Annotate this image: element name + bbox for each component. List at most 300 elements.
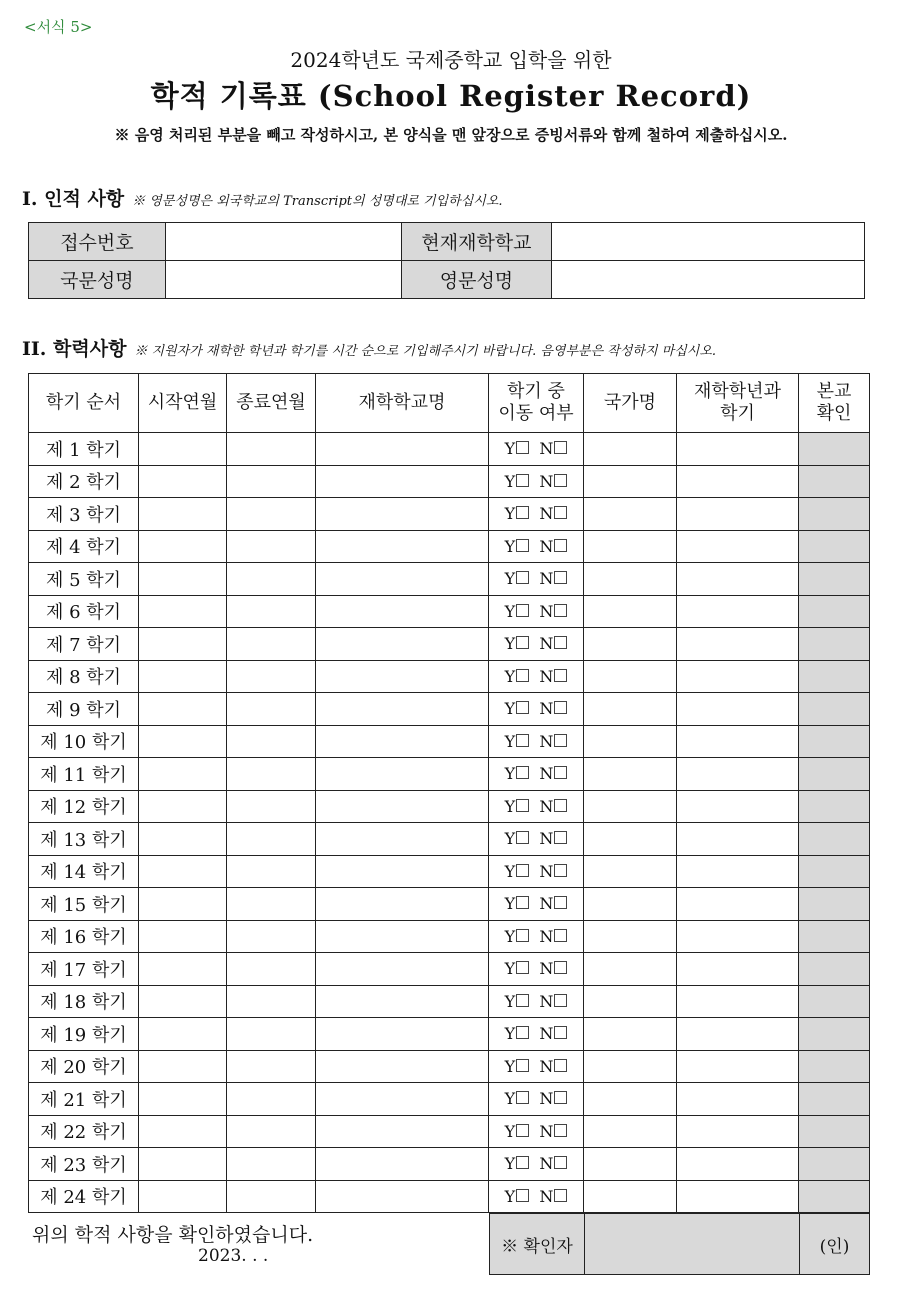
school-name-field[interactable]	[316, 628, 489, 661]
no-option[interactable]	[539, 472, 567, 491]
country-field[interactable]	[584, 660, 677, 693]
start-date-field[interactable]	[139, 790, 227, 823]
no-option[interactable]	[539, 992, 567, 1011]
no-option[interactable]	[539, 894, 567, 913]
school-confirm-cell	[799, 790, 870, 823]
country-field[interactable]	[584, 628, 677, 661]
country-field[interactable]	[584, 1180, 677, 1213]
yes-checkbox[interactable]	[516, 636, 529, 649]
start-date-field[interactable]	[139, 530, 227, 563]
receipt-no-field[interactable]	[165, 223, 401, 261]
school-name-field[interactable]	[316, 855, 489, 888]
school-confirm-cell	[799, 985, 870, 1018]
school-name-field[interactable]	[316, 1180, 489, 1213]
country-field[interactable]	[584, 725, 677, 758]
end-date-field[interactable]	[227, 790, 316, 823]
english-name-field[interactable]	[552, 261, 865, 299]
start-date-field[interactable]	[139, 628, 227, 661]
school-name-field[interactable]	[316, 1148, 489, 1181]
no-option[interactable]	[539, 602, 567, 621]
no-checkbox[interactable]	[554, 701, 567, 714]
school-confirm-cell	[799, 1050, 870, 1083]
grade-semester-field[interactable]	[677, 888, 799, 921]
current-school-label: 현재재학학교	[401, 223, 552, 261]
school-name-field[interactable]	[316, 693, 489, 726]
form-number: <서식 5>	[24, 18, 93, 36]
transfer-yn-cell	[489, 433, 584, 466]
country-field[interactable]	[584, 888, 677, 921]
yes-option[interactable]	[505, 992, 530, 1011]
country-field[interactable]	[584, 855, 677, 888]
end-date-field[interactable]	[227, 595, 316, 628]
school-name-field[interactable]	[316, 888, 489, 921]
no-option[interactable]	[539, 634, 567, 653]
grade-semester-field[interactable]	[677, 433, 799, 466]
start-date-field[interactable]	[139, 758, 227, 791]
end-date-field[interactable]	[227, 465, 316, 498]
start-date-field[interactable]	[139, 888, 227, 921]
end-date-field[interactable]	[227, 1050, 316, 1083]
yes-option[interactable]	[505, 1154, 530, 1173]
no-checkbox[interactable]	[554, 539, 567, 552]
grade-semester-field[interactable]	[677, 628, 799, 661]
no-option[interactable]	[539, 959, 567, 978]
school-confirm-cell	[799, 660, 870, 693]
yes-label: Y	[504, 634, 516, 654]
start-date-field[interactable]	[139, 985, 227, 1018]
end-date-field[interactable]	[227, 1018, 316, 1051]
grade-semester-field[interactable]	[677, 953, 799, 986]
no-option[interactable]	[539, 504, 567, 523]
yes-checkbox[interactable]	[516, 1189, 529, 1202]
no-option[interactable]	[539, 1024, 567, 1043]
yes-checkbox[interactable]	[516, 1124, 529, 1137]
yes-option[interactable]	[505, 894, 530, 913]
grade-semester-field[interactable]	[677, 660, 799, 693]
grade-semester-field[interactable]	[677, 725, 799, 758]
start-date-field[interactable]	[139, 1083, 227, 1116]
no-option[interactable]	[539, 537, 567, 556]
yes-option[interactable]	[505, 829, 530, 848]
yes-option[interactable]	[505, 927, 530, 946]
no-label: N	[539, 1089, 554, 1109]
transfer-yn-cell	[489, 953, 584, 986]
school-confirm-cell	[799, 953, 870, 986]
yes-checkbox[interactable]	[516, 734, 529, 747]
column-header: 종료연월	[227, 374, 316, 433]
school-name-field[interactable]	[316, 758, 489, 791]
yes-checkbox[interactable]	[516, 994, 529, 1007]
yes-option[interactable]	[505, 1057, 530, 1076]
start-date-field[interactable]	[139, 433, 227, 466]
yes-checkbox[interactable]	[516, 1156, 529, 1169]
country-field[interactable]	[584, 465, 677, 498]
start-date-field[interactable]	[139, 693, 227, 726]
start-date-field[interactable]	[139, 1050, 227, 1083]
end-date-field[interactable]	[227, 1115, 316, 1148]
no-label: N	[539, 991, 554, 1011]
country-field[interactable]	[584, 433, 677, 466]
yes-checkbox[interactable]	[516, 506, 529, 519]
end-date-field[interactable]	[227, 1180, 316, 1213]
end-date-field[interactable]	[227, 888, 316, 921]
no-checkbox[interactable]	[554, 799, 567, 812]
semester-label: 제 6 학기	[29, 595, 139, 628]
personal-info-table	[28, 222, 865, 299]
start-date-field[interactable]	[139, 1180, 227, 1213]
yes-label: Y	[504, 1121, 516, 1141]
transfer-yn-cell	[489, 465, 584, 498]
yes-checkbox[interactable]	[516, 929, 529, 942]
grade-semester-field[interactable]	[677, 1018, 799, 1051]
grade-semester-field[interactable]	[677, 530, 799, 563]
country-field[interactable]	[584, 530, 677, 563]
semester-label: 제 24 학기	[29, 1180, 139, 1213]
semester-label: 제 5 학기	[29, 563, 139, 596]
yes-option[interactable]	[505, 1187, 530, 1206]
no-checkbox[interactable]	[554, 604, 567, 617]
end-date-field[interactable]	[227, 628, 316, 661]
end-date-field[interactable]	[227, 823, 316, 856]
yes-option[interactable]	[505, 1122, 530, 1141]
country-field[interactable]	[584, 1018, 677, 1051]
grade-semester-field[interactable]	[677, 563, 799, 596]
country-field[interactable]	[584, 953, 677, 986]
grade-semester-field[interactable]	[677, 498, 799, 531]
start-date-field[interactable]	[139, 725, 227, 758]
school-confirm-cell	[799, 1115, 870, 1148]
school-name-field[interactable]	[316, 1018, 489, 1051]
no-label: N	[539, 1186, 554, 1206]
no-checkbox[interactable]	[554, 1156, 567, 1169]
table-row	[29, 855, 870, 888]
start-date-field[interactable]	[139, 855, 227, 888]
yes-option[interactable]	[505, 1024, 530, 1043]
grade-semester-field[interactable]	[677, 758, 799, 791]
end-date-field[interactable]	[227, 758, 316, 791]
country-field[interactable]	[584, 758, 677, 791]
semester-label: 제 19 학기	[29, 1018, 139, 1051]
semester-label: 제 20 학기	[29, 1050, 139, 1083]
country-field[interactable]	[584, 1083, 677, 1116]
yes-checkbox[interactable]	[516, 896, 529, 909]
country-field[interactable]	[584, 1050, 677, 1083]
yes-option[interactable]	[505, 862, 530, 881]
yes-option[interactable]	[505, 699, 530, 718]
no-option[interactable]	[539, 764, 567, 783]
no-option[interactable]	[539, 439, 567, 458]
end-date-field[interactable]	[227, 1148, 316, 1181]
school-name-field[interactable]	[316, 1083, 489, 1116]
end-date-field[interactable]	[227, 660, 316, 693]
yes-option[interactable]	[505, 1089, 530, 1108]
yes-option[interactable]	[505, 504, 530, 523]
section2-title: II. 학력사항	[22, 338, 127, 360]
grade-semester-field[interactable]	[677, 1148, 799, 1181]
end-date-field[interactable]	[227, 920, 316, 953]
start-date-field[interactable]	[139, 1018, 227, 1051]
grade-semester-field[interactable]	[677, 1115, 799, 1148]
country-field[interactable]	[584, 693, 677, 726]
semester-label: 제 13 학기	[29, 823, 139, 856]
school-name-field[interactable]	[316, 790, 489, 823]
table-row	[29, 530, 870, 563]
table-row	[29, 725, 870, 758]
no-checkbox[interactable]	[554, 506, 567, 519]
semester-label: 제 7 학기	[29, 628, 139, 661]
school-name-field[interactable]	[316, 920, 489, 953]
confirmer-field	[585, 1214, 800, 1275]
transfer-yn-cell	[489, 1018, 584, 1051]
yes-checkbox[interactable]	[516, 571, 529, 584]
no-label: N	[539, 1024, 554, 1044]
table-row	[29, 1050, 870, 1083]
start-date-field[interactable]	[139, 465, 227, 498]
yes-option[interactable]	[505, 797, 530, 816]
school-name-field[interactable]	[316, 1115, 489, 1148]
no-label: N	[539, 504, 554, 524]
yes-option[interactable]	[505, 667, 530, 686]
semester-label: 제 17 학기	[29, 953, 139, 986]
table-row	[29, 693, 870, 726]
school-name-field[interactable]	[316, 530, 489, 563]
school-name-field[interactable]	[316, 498, 489, 531]
table-row	[29, 563, 870, 596]
school-name-field[interactable]	[316, 595, 489, 628]
start-date-field[interactable]	[139, 1148, 227, 1181]
school-confirm-cell	[799, 530, 870, 563]
yes-checkbox[interactable]	[516, 831, 529, 844]
school-name-field[interactable]	[316, 725, 489, 758]
transfer-yn-cell	[489, 985, 584, 1018]
school-name-field[interactable]	[316, 660, 489, 693]
no-checkbox[interactable]	[554, 669, 567, 682]
transfer-yn-cell	[489, 888, 584, 921]
start-date-field[interactable]	[139, 498, 227, 531]
yes-checkbox[interactable]	[516, 474, 529, 487]
semester-label: 제 18 학기	[29, 985, 139, 1018]
yes-option[interactable]	[505, 634, 530, 653]
country-field[interactable]	[584, 823, 677, 856]
section1-heading	[22, 184, 503, 211]
end-date-field[interactable]	[227, 985, 316, 1018]
no-checkbox[interactable]	[554, 994, 567, 1007]
end-date-field[interactable]	[227, 693, 316, 726]
country-field[interactable]	[584, 498, 677, 531]
yes-option[interactable]	[505, 537, 530, 556]
column-header: 재학학년과 학기	[677, 374, 799, 433]
yes-option[interactable]	[505, 764, 530, 783]
table-row	[29, 595, 870, 628]
no-option[interactable]	[539, 732, 567, 751]
no-checkbox[interactable]	[554, 1026, 567, 1039]
no-checkbox[interactable]	[554, 766, 567, 779]
semester-label: 제 4 학기	[29, 530, 139, 563]
no-checkbox[interactable]	[554, 1059, 567, 1072]
no-option[interactable]	[539, 699, 567, 718]
yes-label: Y	[504, 796, 516, 816]
grade-semester-field[interactable]	[677, 693, 799, 726]
grade-semester-field[interactable]	[677, 1050, 799, 1083]
school-confirm-cell	[799, 433, 870, 466]
yes-checkbox[interactable]	[516, 864, 529, 877]
yes-checkbox[interactable]	[516, 961, 529, 974]
no-option[interactable]	[539, 1089, 567, 1108]
start-date-field[interactable]	[139, 953, 227, 986]
no-option[interactable]	[539, 927, 567, 946]
yes-checkbox[interactable]	[516, 701, 529, 714]
transfer-yn-cell	[489, 530, 584, 563]
semester-label: 제 22 학기	[29, 1115, 139, 1148]
no-checkbox[interactable]	[554, 636, 567, 649]
academic-history-table	[28, 373, 870, 1213]
no-option[interactable]	[539, 829, 567, 848]
start-date-field[interactable]	[139, 920, 227, 953]
no-option[interactable]	[539, 862, 567, 881]
korean-name-field[interactable]	[165, 261, 401, 299]
start-date-field[interactable]	[139, 823, 227, 856]
yes-checkbox[interactable]	[516, 604, 529, 617]
column-header: 시작연월	[139, 374, 227, 433]
semester-label: 제 15 학기	[29, 888, 139, 921]
country-field[interactable]	[584, 595, 677, 628]
school-name-field[interactable]	[316, 563, 489, 596]
yes-checkbox[interactable]	[516, 1091, 529, 1104]
end-date-field[interactable]	[227, 498, 316, 531]
yes-option[interactable]	[505, 732, 530, 751]
no-label: N	[539, 731, 554, 751]
table-header-row	[29, 374, 870, 433]
country-field[interactable]	[584, 1115, 677, 1148]
no-option[interactable]	[539, 797, 567, 816]
end-date-field[interactable]	[227, 953, 316, 986]
transfer-yn-cell	[489, 758, 584, 791]
no-checkbox[interactable]	[554, 571, 567, 584]
grade-semester-field[interactable]	[677, 1180, 799, 1213]
grade-semester-field[interactable]	[677, 465, 799, 498]
no-option[interactable]	[539, 1154, 567, 1173]
end-date-field[interactable]	[227, 1083, 316, 1116]
end-date-field[interactable]	[227, 530, 316, 563]
no-option[interactable]	[539, 1187, 567, 1206]
semester-label: 제 14 학기	[29, 855, 139, 888]
no-label: N	[539, 829, 554, 849]
transfer-yn-cell	[489, 823, 584, 856]
school-name-field[interactable]	[316, 433, 489, 466]
yes-option[interactable]	[505, 472, 530, 491]
current-school-field[interactable]	[552, 223, 865, 261]
school-confirm-cell	[799, 1148, 870, 1181]
yes-checkbox[interactable]	[516, 799, 529, 812]
start-date-field[interactable]	[139, 595, 227, 628]
transfer-yn-cell	[489, 660, 584, 693]
no-checkbox[interactable]	[554, 896, 567, 909]
table-row	[29, 1148, 870, 1181]
no-checkbox[interactable]	[554, 1124, 567, 1137]
semester-label: 제 16 학기	[29, 920, 139, 953]
country-field[interactable]	[584, 1148, 677, 1181]
grade-semester-field[interactable]	[677, 790, 799, 823]
yes-checkbox[interactable]	[516, 539, 529, 552]
yes-label: Y	[504, 926, 516, 946]
no-checkbox[interactable]	[554, 734, 567, 747]
semester-label: 제 9 학기	[29, 693, 139, 726]
grade-semester-field[interactable]	[677, 855, 799, 888]
no-checkbox[interactable]	[554, 864, 567, 877]
no-label: N	[539, 959, 554, 979]
country-field[interactable]	[584, 920, 677, 953]
no-label: N	[539, 1154, 554, 1174]
no-checkbox[interactable]	[554, 929, 567, 942]
start-date-field[interactable]	[139, 1115, 227, 1148]
school-name-field[interactable]	[316, 985, 489, 1018]
transfer-yn-cell	[489, 725, 584, 758]
no-checkbox[interactable]	[554, 831, 567, 844]
school-confirm-cell	[799, 1018, 870, 1051]
no-option[interactable]	[539, 1057, 567, 1076]
yes-checkbox[interactable]	[516, 669, 529, 682]
grade-semester-field[interactable]	[677, 920, 799, 953]
section2-heading	[22, 334, 716, 361]
country-field[interactable]	[584, 985, 677, 1018]
school-confirm-cell	[799, 920, 870, 953]
grade-semester-field[interactable]	[677, 823, 799, 856]
no-option[interactable]	[539, 1122, 567, 1141]
no-option[interactable]	[539, 569, 567, 588]
end-date-field[interactable]	[227, 725, 316, 758]
country-field[interactable]	[584, 790, 677, 823]
start-date-field[interactable]	[139, 563, 227, 596]
no-checkbox[interactable]	[554, 474, 567, 487]
yes-option[interactable]	[505, 959, 530, 978]
yes-checkbox[interactable]	[516, 766, 529, 779]
yes-checkbox[interactable]	[516, 1059, 529, 1072]
no-checkbox[interactable]	[554, 961, 567, 974]
yes-option[interactable]	[505, 602, 530, 621]
no-checkbox[interactable]	[554, 441, 567, 454]
school-confirm-cell	[799, 1180, 870, 1213]
no-checkbox[interactable]	[554, 1189, 567, 1202]
transfer-yn-cell	[489, 1180, 584, 1213]
no-option[interactable]	[539, 667, 567, 686]
yes-option[interactable]	[505, 569, 530, 588]
yes-checkbox[interactable]	[516, 1026, 529, 1039]
school-confirm-cell	[799, 823, 870, 856]
yes-checkbox[interactable]	[516, 441, 529, 454]
school-name-field[interactable]	[316, 823, 489, 856]
confirm-date: 2023. . .	[198, 1246, 269, 1266]
end-date-field[interactable]	[227, 433, 316, 466]
end-date-field[interactable]	[227, 855, 316, 888]
section1-title: I. 인적 사항	[22, 188, 125, 210]
no-label: N	[539, 634, 554, 654]
yes-label: Y	[504, 1024, 516, 1044]
country-field[interactable]	[584, 563, 677, 596]
grade-semester-field[interactable]	[677, 595, 799, 628]
grade-semester-field[interactable]	[677, 1083, 799, 1116]
school-name-field[interactable]	[316, 1050, 489, 1083]
grade-semester-field[interactable]	[677, 985, 799, 1018]
end-date-field[interactable]	[227, 563, 316, 596]
no-checkbox[interactable]	[554, 1091, 567, 1104]
school-name-field[interactable]	[316, 465, 489, 498]
table-row	[29, 1115, 870, 1148]
yes-label: Y	[504, 439, 516, 459]
yes-option[interactable]	[505, 439, 530, 458]
no-label: N	[539, 764, 554, 784]
school-name-field[interactable]	[316, 953, 489, 986]
start-date-field[interactable]	[139, 660, 227, 693]
